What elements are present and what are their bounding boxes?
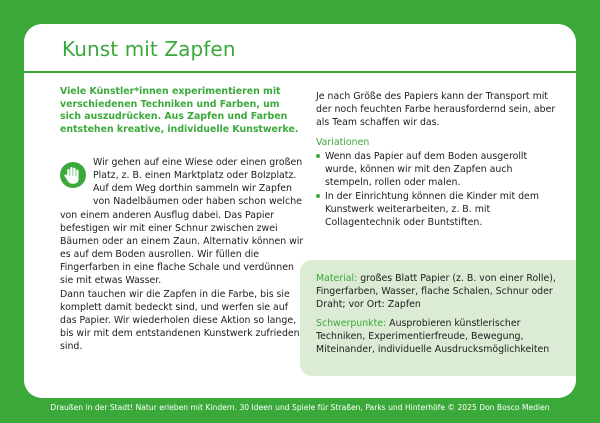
variations-list [316, 150, 556, 229]
material-label: Material: [316, 273, 358, 284]
instructions-paragraph-1: Wir gehen auf eine Wiese oder einen großen Platz, z. B. einen Marktplatz oder Bolzplatz. Auf dem Weg dorthin sammeln wir Zapfen von Nadelbäumen oder haben schon welche von einem anderen Ausflug dabei. Das Papier befestigen wir mit einer Schnur zwischen zwei Bäumen oder an einem Zaun. Alternativ können wir es auf dem Boden ausrollen. Wir füllen die Fingerfarben in eine flache Schale und verdünnen sie mit etwas Wasser. [60, 157, 304, 287]
material-line [316, 272, 556, 312]
focus-label: Schwerpunkte: [316, 317, 387, 329]
list-item: In der Einrichtung können die Kinder mit dem Kunstwerk weiterarbeiten, z. B. mit Collagentechnik oder Buntstiften. [316, 190, 556, 230]
activity-card [24, 24, 576, 398]
focus-text: Ausprobieren künstlerischer Techniken, Experimentierfreude, Bewegung, Miteinander, individuelle Ausdrucksmöglichkeiten [316, 317, 550, 356]
transport-note: Je nach Größe des Papiers kann der Transport mit der noch feuchten Farbe herausfordernd sein, aber als Team schaffen wir das. [316, 91, 556, 129]
title-divider [24, 71, 576, 73]
footer-credit: Draußen in der Stadt! Natur erleben mit Kindern. 30 Ideen und Spiele für Straßen, Parks und Hinterhöfe © 2025 Don Bosco Medien [50, 403, 550, 412]
instructions [60, 156, 304, 353]
info-text [316, 272, 556, 356]
variations-heading: Variationen [316, 137, 370, 148]
card-title: Kunst mit Zapfen [62, 37, 236, 61]
instructions-paragraph-2: Dann tauchen wir die Zapfen in die Farbe, bis sie komplett damit bedeckt sind, und werfen sie auf das Papier. Wir wiederholen diese Aktion so lange, bis wir mit dem entstandenen Kunstwerk zufrieden sind. [60, 288, 300, 353]
list-item: Wenn das Papier auf dem Boden ausgerollt wurde, können wir mit den Zapfen auch stempeln, rollen oder malen. [316, 150, 556, 190]
focus-line [316, 317, 556, 357]
material-text: großes Blatt Papier (z. B. von einer Rolle), Fingerfarben, Wasser, flache Schalen, Schnur oder Draht; vor Ort: Zapfen [316, 273, 556, 311]
intro-text: Viele Künstler*innen experimentieren mit verschiedenen Techniken und Farben, um sich auszudrücken. Aus Zapfen und Farben entstehen kreative, individuelle Kunstwerke. [60, 86, 299, 136]
